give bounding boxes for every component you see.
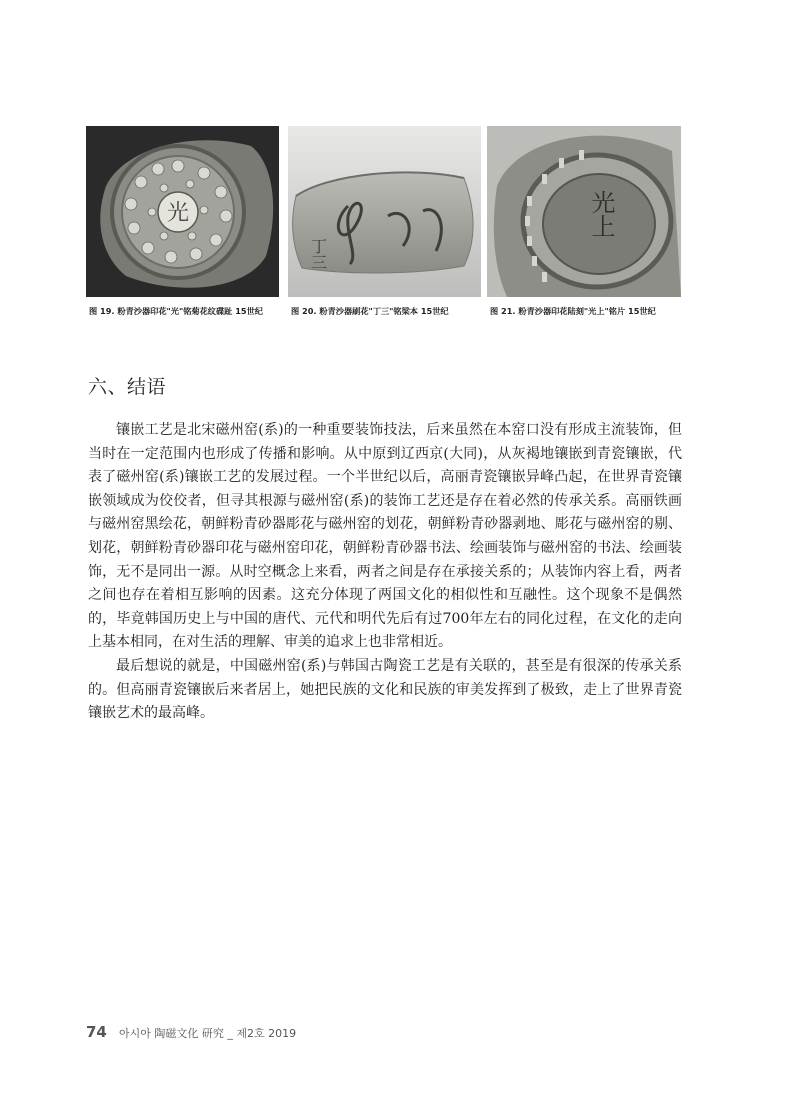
page-number: 74 bbox=[86, 1023, 107, 1041]
figure-21-photo bbox=[487, 126, 681, 297]
page-footer bbox=[86, 1022, 296, 1041]
figure-21-caption: 图 21. 粉青沙器印花陆刻"光上"铭片 15世纪 bbox=[490, 306, 656, 316]
figure-19-stamp-text: 光 bbox=[166, 201, 190, 226]
figure-19-caption: 图 19. 粉青沙器印花"光"铭菊花纹碟趾 15世纪 bbox=[89, 306, 263, 316]
figure-21-inscription: 光上 bbox=[587, 190, 615, 238]
paragraph-1: 镶嵌工艺是北宋磁州窑(系)的一种重要装饰技法，后来虽然在本窑口没有形成主流装饰，但当时在一定范围内也形成了传播和影响。从中原到辽西京(大同)，从灰褐地镶嵌到青瓷镶嵌，代表了磁州窑(系)镶嵌工艺的发展过程。一个半世纪以后，高丽青瓷镶嵌异峰凸起，在世界青瓷镶嵌领域成为佼佼者，但寻其根源与磁州窑(系)的装饰工艺还是存在着必然的传承关系。高丽铁画与磁州窑黑绘花，朝鲜粉青砂器彫花与磁州窑的划花，朝鲜粉青砂器剥地、彫花与磁州窑的剔、划花，朝鲜粉青砂器印花与磁州窑印花，朝鲜粉青砂器书法、绘画装饰与磁州窑的书法、绘画装饰，无不是同出一源。从时空概念上来看，两者之间是存在承接关系的；从装饰内容上看，两者之间也存在着相互影响的因素。这充分体现了两国文化的相似性和互融性。这个现象不是偶然的，毕竟韩国历史上与中国的唐代、元代和明代先后有过700年左右的同化过程，在文化的走向上基本相同，在对生活的理解、审美的追求上也非常相近。 bbox=[88, 422, 682, 651]
figure-20-caption: 图 20. 粉青沙器刷花"丁三"铭梁本 15世纪 bbox=[291, 306, 449, 316]
figure-19-photo bbox=[86, 126, 279, 297]
figure-21 bbox=[487, 126, 681, 316]
figure-20-photo bbox=[288, 126, 481, 297]
journal-title: 아시아 陶磁文化 研究 _ 제2호 2019 bbox=[118, 1027, 297, 1040]
figure-20 bbox=[288, 126, 481, 316]
paragraph-2: 最后想说的就是，中国磁州窑(系)与韩国古陶瓷工艺是有关联的，甚至是有很深的传承关系的。但高丽青瓷镶嵌后来者居上，她把民族的文化和民族的审美发挥到了极致，走上了世界青瓷镶嵌艺术的最高峰。 bbox=[88, 657, 682, 722]
body-text bbox=[88, 419, 682, 726]
figure-19 bbox=[86, 126, 279, 316]
section-title: 六、结语 bbox=[88, 376, 167, 398]
figure-20-inscription: 丁三 bbox=[308, 238, 328, 270]
